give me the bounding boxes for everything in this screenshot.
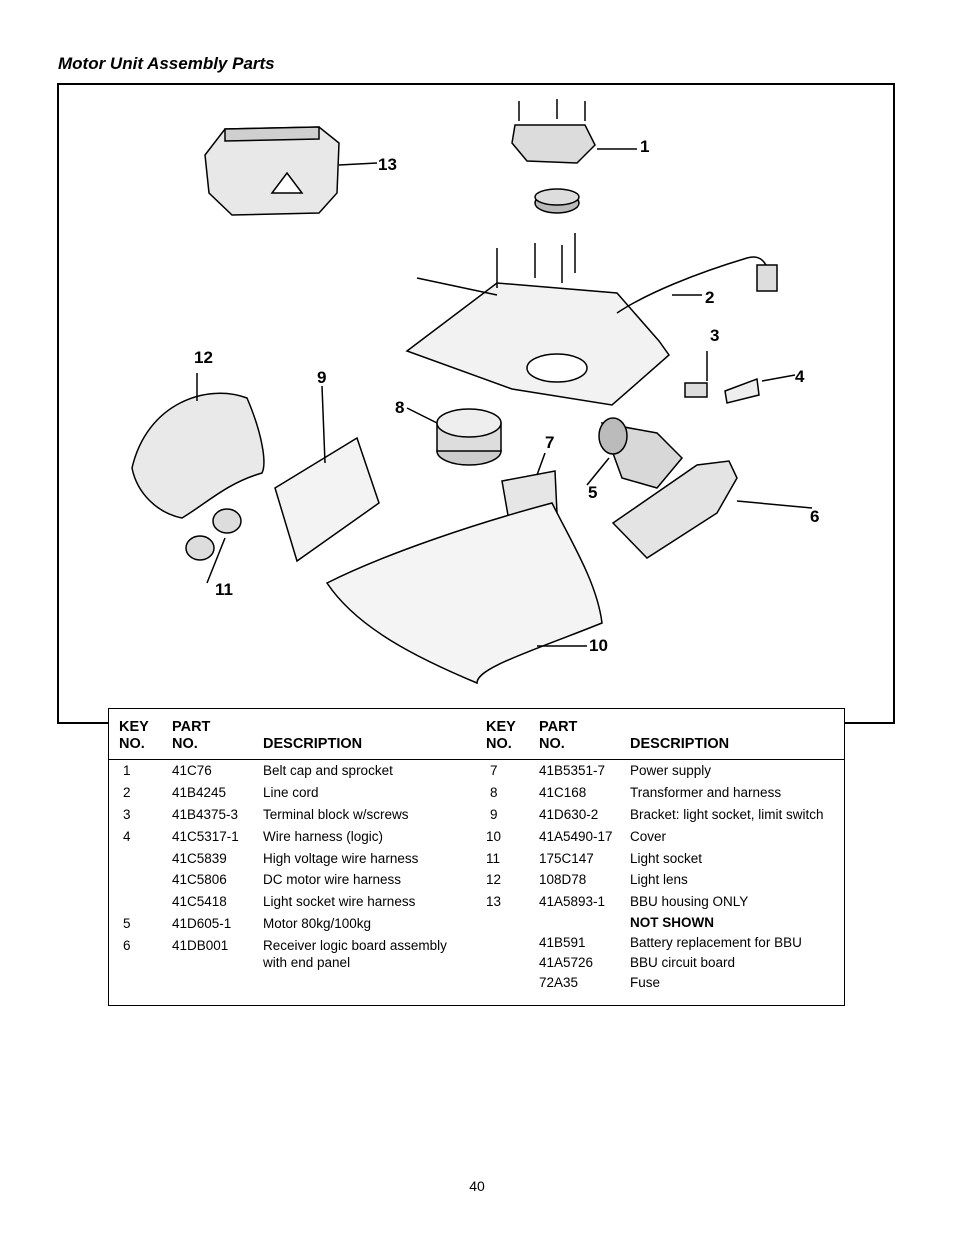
left-row-1-desc: Belt cap and sprocket (263, 763, 393, 778)
right-row-7-desc: BBU housing ONLY (630, 894, 749, 909)
right-row-1-desc: Power supply (630, 763, 712, 778)
left-row-4-part: 41C5317-1 (172, 829, 239, 844)
right-row-7-key: 13 (486, 894, 502, 909)
right-row-6-desc: Light lens (630, 872, 688, 887)
right-row-2-part: 41C168 (539, 785, 587, 800)
callout-10: 10 (589, 636, 608, 655)
callout-12: 12 (194, 348, 213, 367)
left-row-7-desc: Light socket wire harness (263, 894, 416, 909)
callout-7: 7 (545, 433, 555, 452)
right-row-1-key: 7 (490, 763, 498, 778)
right-row-3-desc: Bracket: light socket, limit switch (630, 807, 824, 822)
exploded-parts-diagram (57, 83, 895, 708)
callout-13: 13 (378, 155, 397, 174)
not-shown-row-1-desc: Battery replacement for BBU (630, 935, 802, 950)
right-row-5-key: 11 (486, 851, 501, 866)
right-row-4-key: 10 (486, 829, 502, 844)
not-shown-label: NOT SHOWN (630, 915, 714, 930)
chassis-plate (407, 233, 669, 405)
left-row-8-key: 5 (123, 916, 131, 931)
callout-1: 1 (640, 137, 650, 156)
callout-8: 8 (395, 398, 405, 417)
callout-5: 5 (588, 483, 598, 502)
callout-3: 3 (710, 326, 720, 345)
transformer-part (407, 408, 501, 465)
left-row-2-desc: Line cord (263, 785, 319, 800)
callout-6: 6 (810, 507, 820, 526)
parts-table-header (109, 709, 844, 760)
cover-part (327, 503, 602, 683)
callout-9: 9 (317, 368, 327, 387)
left-row-2-part: 41B4245 (172, 785, 227, 800)
left-row-8-desc: Motor 80kg/100kg (263, 916, 372, 931)
right-row-4-part: 41A5490-17 (539, 829, 613, 844)
right-row-2-desc: Transformer and harness (630, 785, 782, 800)
not-shown-row-2-part: 41A5726 (539, 955, 594, 970)
not-shown-row-3-desc: Fuse (630, 975, 661, 990)
left-row-6-desc: DC motor wire harness (263, 872, 402, 887)
header-key-no-right: KEY NO. (486, 719, 516, 752)
callout-11: 11 (215, 580, 233, 599)
right-row-7-part: 41A5893-1 (539, 894, 606, 909)
left-row-2-key: 2 (123, 785, 131, 800)
header-description-right: DESCRIPTION (630, 736, 730, 752)
terminal-block-part (685, 383, 707, 397)
not-shown-row-1-part: 41B591 (539, 935, 586, 950)
left-row-3-key: 3 (123, 807, 131, 822)
page-number: 40 (469, 1178, 485, 1194)
left-row-3-desc: Terminal block w/screws (263, 807, 409, 822)
parts-table (108, 708, 845, 1006)
left-row-8-part: 41D605-1 (172, 916, 232, 931)
left-row-9-desc: Receiver logic board assembly (263, 938, 447, 953)
left-row-4-desc: Wire harness (logic) (263, 829, 384, 844)
line-cord-part (617, 257, 769, 313)
light-socket-b (186, 536, 214, 560)
motor-part (587, 418, 682, 488)
light-lens-part (132, 393, 264, 518)
right-row-2-key: 8 (490, 785, 498, 800)
left-row-5-part: 41C5839 (172, 851, 227, 866)
right-row-5-part: 175C147 (539, 851, 594, 866)
left-row-3-part: 41B4375-3 (172, 807, 239, 822)
header-key-no-left: KEY NO. (119, 719, 149, 752)
right-row-4-desc: Cover (630, 829, 667, 844)
not-shown-row-3-part: 72A35 (539, 975, 579, 990)
page-title: Motor Unit Assembly Parts (58, 54, 275, 73)
wire-harness-part (725, 379, 759, 403)
right-row-3-part: 41D630-2 (539, 807, 599, 822)
left-row-9-desc-line2: with end panel (263, 955, 351, 970)
light-socket-a (213, 509, 241, 533)
left-row-6-part: 41C5806 (172, 872, 227, 887)
callout-2: 2 (705, 288, 715, 307)
left-row-7-part: 41C5418 (172, 894, 227, 909)
right-row-1-part: 41B5351-7 (539, 763, 606, 778)
not-shown-row-2-desc: BBU circuit board (630, 955, 736, 970)
bbu-housing-part (205, 127, 377, 215)
left-row-1-part: 41C76 (172, 763, 212, 778)
right-row-3-key: 9 (490, 807, 498, 822)
bracket-part (275, 438, 379, 561)
plug-shape (757, 265, 777, 291)
right-row-6-key: 12 (486, 872, 502, 887)
left-row-9-part: 41DB001 (172, 938, 229, 953)
header-part-no-left: PART NO. (172, 719, 211, 752)
left-row-9-key: 6 (123, 938, 131, 953)
left-row-1-key: 1 (123, 763, 131, 778)
right-row-5-desc: Light socket (630, 851, 703, 866)
belt-cap-part (512, 99, 637, 213)
callout-4: 4 (795, 367, 805, 386)
left-row-5-desc: High voltage wire harness (263, 851, 419, 866)
header-part-no-right: PART NO. (539, 719, 578, 752)
right-row-6-part: 108D78 (539, 872, 587, 887)
left-row-4-key: 4 (123, 829, 131, 844)
header-description-left: DESCRIPTION (263, 736, 363, 752)
